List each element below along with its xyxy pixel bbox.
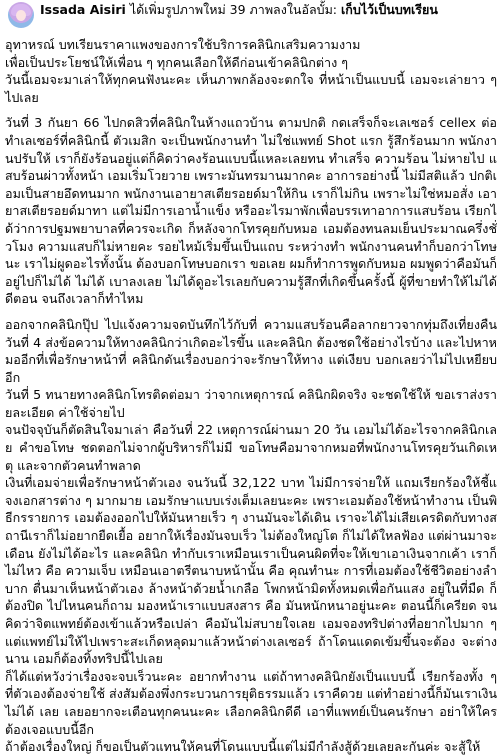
post-paragraph: เพื่อเป็นประโยชน์ให้เพื่อน ๆ ทุกคนเลือกให้ดีก่อนเข้าคลินิกต่าง ๆ: [5, 54, 349, 70]
post-paragraph: วันที่ 3 กันยา 66 ไปกดสิวที่คลินิกในห้างแถวบ้าน ตามปกติ กดเสร็จก็จะเลเซอร์ cellex ต่อ ทำเลเซอร์ที่คลินิกนี้ ตัวเมสิก จะเป็นพนักงานทำ ไม่ใช่แพทย์ Shot แรก รู้สึกร้อนมาก พนักงานปรับให้ เราก็ยังร้อนอยู่แต่ก็คิดว่าคงร้อนแบบนี้แหละเลยทน ทำเสร็จ ความร้อน ไม่หายไป แสบร้อนผ่าวทั้งหน้า เอมเริ่มโวยวาย เพราะมันทรมานมากคะ อาการอย่างนี้ ไม่มีสติแล้ว ปกติเอมเป็นสายอึดทนมาก พนักงานเอายาสเตียรอยด์มาให้กิน เราก็ไม่กิน เพราะไม่ใช่หมอสั่ง เอายาสเตียรอยด์มาทา แต่ไม่มีการเอาน้ำแข็ง หรืออะไรมาพักเพื่อบรรเทาอาการแสบร้อน เรียกได้ว่าการปฐมพยาบาลที่ควรจะเกิด ก็หลังจากโทรคุยกับหมอ เอมต้องทนลมเย็นประมาณครึ่งชั่วโมง ความแสบก็ไม่หายคะ รอยไหม้เริ่มขึ้นเป็นแถบ ระหว่างทำ พนักงานคนทำก็บอกว่าโทษนะ เราไม่ผูดอะไรทั้งนั้น ต้องบอกโทษบอกเรา ขอเลย ผมก็ทำการพูดกับหมอ ผมพูดว่าคือมันก็อยู่ไปก็ไม่ได้ ไม่ได้ เบาลงเลย ไม่ได้ดูอะไรเลยกับความรู้สึกที่เกิดขึ้นครั้งนี้ ผู้ที่ขายทำให้ไม่ได้ดีตอน จนถึงเวลาก็ทำไหม: [5, 115, 497, 307]
post-body: [5, 36, 497, 755]
post-paragraph: ถ้าต้องเรื่องใหญ่ ก็ขอเป็นตัวแทนให้คนที่โดนแบบนี้แต่ไม่มีกำลังสู้ด้วยเลยละกันค่ะ จะสู้ให้: [5, 739, 481, 755]
author-name[interactable]: Issada Aisiri: [40, 2, 126, 17]
album-name-link[interactable]: เก็บไว้เป็นบทเรียน: [341, 2, 438, 17]
post-paragraph: อุทาหรณ์ บทเรียนราคาแพงของการใช้บริการคลินิกเสริมความงาม: [5, 37, 361, 52]
post-header: [0, 0, 500, 34]
post-action-text: ได้เพิ่มรูปภาพใหม่ 39 ภาพลงในอัลบั้ม:: [125, 2, 341, 17]
post-header-line: [40, 2, 496, 18]
post-paragraph: วันนี้เอมจะมาเล่าให้ทุกคนฟังนะคะ เห็นภาพกล้องจะตกใจ ที่หน้าเป็นแบบนี้ เอมจะเล่ายาว ๆ ไปเลย: [5, 72, 497, 105]
post-paragraph: เงินที่เอมจ่ายเพื่อรักษาหน้าตัวเอง จนวันนี้ 32,122 บาท ไม่มีการจ่ายให้ แถมเรียกร้องให้ชี้แจงเอกสารต่าง ๆ มากมาย เอมรักษาแบบเร่งเต็มเลยนะคะ เพราะเอมต้องใช้หน้าทำงาน เป็นพิธีกรรายการ เอมต้องออกไปให้มันหายเร็ว ๆ งานมันจะได้เดิน เราจะได้ไม่เสียเครดิตกับทางสถานีเราก็ไม่อยากยืดเยื้อ อยากให้เรื่องมันจบเร็ว ไม่ต้องใหญ่โต ก็ไม่ได้ใหลฟ้อง แต่ผ่านมาจะเดือน ยังไม่ได้อะไร และคลินิก ทำกับเราเหมือนเราเป็นคนผิดที่จะให้เขาเอาเงินจากเค้า เราก็ไม่ไหว คือ ความเจ็บ เหมือนเอาตรีตนาบหน้านั้น คือ คุณทำนะ การที่เอมต้องใช้ชีวิตอย่างลำบาก ตื่นมาเห็นหน้าตัวเอง ล้างหน้าด้วยน้ำเกลือ โพกหน้ามิดทั้งหมดเพื่อกันแสง อยู่ในที่มืด ก็ต้องปิด ไปไหนคนก็ถาม มองหน้าเราแบบสงสาร คือ มันหนักหนาอยู่นะคะ ตอนนี้ก็เครียด จนคิดว่าจิตแพทย์ต้องเข้าแล้วหรือเปล่า คือมันไม่สบายใจเลย เอมจองทริปต่างที่อยากไปมาก ๆ แต่แพทย์ไม่ให้ไปเพราะสะเก็ดหลุดมาแล้วหน้าต่างเลเซอร์ ถ้าโดนแดดเข้มขึ้นจะต้อง จะต่างนาน เอมก็ต้องทิ้งทริปนี้ไปเลย: [5, 475, 497, 667]
post-paragraph: วันที่ 5 ทนายทางคลินิกโทรติดต่อมา ว่าจากเหตุการณ์ คลินิกผิดจริง จะชดใช้ให้ ขอเราส่งรายละเอียด ค่าใช้จ่ายไป: [5, 387, 497, 420]
post-paragraph: จนปัจจุบันก็ตัดสินใจมาเล่า คือวันที่ 22 เหตุการณ์ผ่านมา 20 วัน เอมไม่ได้อะไรจากคลินิกเลย คำขอโทษ ชดตอกไม่จากผู้บริหารก็ไม่มี ขอโทษคือมาจากหมอที่พนักงานโทรคุยวันเกิดเหตุ และจากตัวคนทำพลาด: [5, 422, 497, 473]
post-paragraph: ก็ได้แต่หวังว่าเรื่องจะจบเร็วนะคะ อยากทำงาน แต่ถ้าทางคลินิกยังเป็นแบบนี้ เรียกร้องทั้ง ๆ ที่ตัวเองต้องจ่ายใช้ ส่งสัมต้องพึ่งกระบวนการยุติธรรมแล้ว เราคืดวย แต่ทำอย่างนี้ก็มันเราเงินไม่ได้ เลย เลยอยากจะเตือนทุกคนนะคะ เลือกคลินิกดีดี เอาที่แพทย์เป็นคนรักษา อย่าให้ใครต้องเจอแบบนี้อีก: [5, 668, 497, 737]
avatar[interactable]: [8, 2, 34, 28]
post-paragraph: ออกจากคลินิกปุ๊ป ไปแจ้งความจดบันทึกไว้กับที่ ความแสบร้อนคือลากยาวจากทุ่มถึงเที่ยงคืน วันที่ 4 ส่งข้อความให้ทางคลินิกว่าเกิดอะไรขึ้น และคลินิก ต้องชดใช้อย่างไรบ้าง และไปหาหมออีกที่เพื่อรักษาหน้าที่ คลินิกดันเรื่องบอกว่าจะรักษาให้ทาง แต่เงียบ บอกเลยว่าไม่ไปเหยียบอีก: [5, 316, 497, 385]
